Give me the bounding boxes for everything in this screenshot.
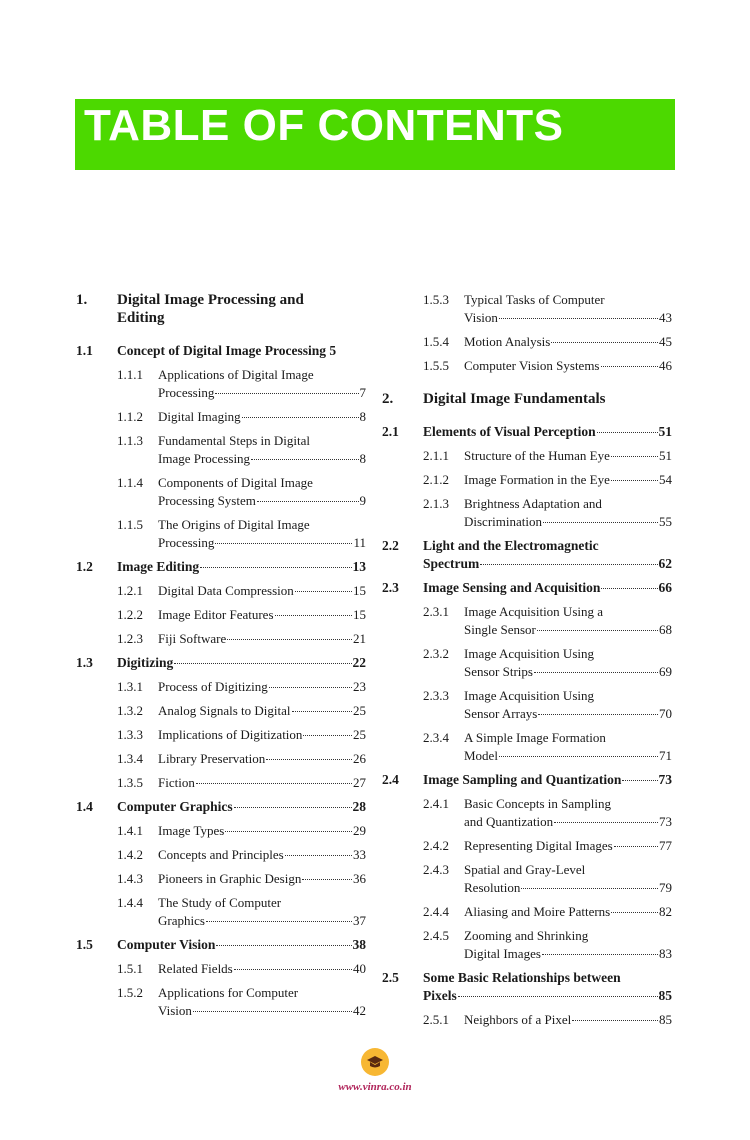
toc-section[interactable] bbox=[76, 798, 366, 816]
dot-leader bbox=[537, 630, 658, 631]
toc-column-left bbox=[76, 291, 366, 1026]
toc-sub[interactable] bbox=[76, 678, 366, 696]
entry-number: 1.1.1 bbox=[117, 367, 143, 382]
page-number: 7 bbox=[359, 385, 366, 400]
entry-number: 1.5.1 bbox=[117, 961, 143, 976]
toc-section[interactable] bbox=[382, 771, 672, 789]
toc-sub[interactable] bbox=[76, 822, 366, 840]
dot-leader bbox=[611, 456, 658, 457]
entry-title: Sensor Strips bbox=[464, 664, 533, 679]
toc-sub[interactable] bbox=[76, 960, 366, 978]
entry-title: Image Processing bbox=[158, 451, 251, 466]
toc-sub[interactable] bbox=[382, 645, 672, 681]
entry-number: 2.1.3 bbox=[423, 496, 449, 511]
entry-title: Digitizing bbox=[117, 655, 174, 670]
entry-title: Digital Image Processing and bbox=[117, 292, 304, 308]
dot-leader bbox=[521, 888, 658, 889]
page-number: 33 bbox=[353, 847, 366, 862]
toc-chapter[interactable] bbox=[382, 390, 672, 408]
dot-leader bbox=[499, 318, 658, 319]
entry-title: Image Editor Features bbox=[158, 607, 274, 622]
entry-title: Image Sensing and Acquisition bbox=[423, 580, 601, 595]
dot-leader bbox=[534, 672, 658, 673]
dot-leader bbox=[215, 393, 358, 394]
entry-number: 2.4.3 bbox=[423, 862, 449, 877]
entry-title: Image Formation in the Eye bbox=[464, 472, 610, 487]
entry-number: 2.4.1 bbox=[423, 796, 449, 811]
entry-title: Processing System bbox=[158, 493, 256, 508]
entry-title: Spatial and Gray-Level bbox=[464, 862, 586, 877]
entry-title: Single Sensor bbox=[464, 622, 536, 637]
toc-sub[interactable] bbox=[382, 861, 672, 897]
dot-leader bbox=[538, 714, 658, 715]
entry-title: Aliasing and Moire Patterns bbox=[464, 904, 611, 919]
entry-title: Image Acquisition Using bbox=[464, 688, 594, 703]
toc-sub[interactable] bbox=[76, 774, 366, 792]
entry-number: 1.2.1 bbox=[117, 583, 143, 598]
entry-number: 2.3.4 bbox=[423, 730, 449, 745]
dot-leader bbox=[499, 756, 658, 757]
entry-number: 1.4.4 bbox=[117, 895, 143, 910]
entry-title: Zooming and Shrinking bbox=[464, 928, 589, 943]
entry-number: 1.1.5 bbox=[117, 517, 143, 532]
entry-title: Computer Graphics bbox=[117, 799, 233, 814]
entry-title: Discrimination bbox=[464, 514, 542, 529]
entry-title: Motion Analysis bbox=[464, 334, 551, 349]
dot-leader bbox=[215, 543, 352, 544]
entry-title: Image Acquisition Using a bbox=[464, 604, 604, 619]
entry-title: Computer Vision Systems bbox=[464, 358, 600, 373]
page-number: 42 bbox=[353, 1003, 366, 1018]
entry-title: Fundamental Steps in Digital bbox=[158, 433, 311, 448]
toc-sub[interactable] bbox=[76, 432, 366, 468]
toc-sub[interactable] bbox=[76, 474, 366, 510]
entry-title: Digital Data Compression bbox=[158, 583, 294, 598]
dot-leader bbox=[554, 822, 658, 823]
dot-leader bbox=[458, 996, 658, 997]
dot-leader bbox=[234, 807, 352, 808]
entry-number: 1.1.3 bbox=[117, 433, 143, 448]
entry-number: 1.3.1 bbox=[117, 679, 143, 694]
toc-section[interactable] bbox=[382, 423, 672, 441]
entry-number: 2.3.2 bbox=[423, 646, 449, 661]
page-number: 45 bbox=[659, 334, 672, 349]
entry-title: Applications for Computer bbox=[158, 985, 299, 1000]
page-number: 62 bbox=[658, 556, 672, 571]
entry-title: Digital Imaging bbox=[158, 409, 241, 424]
entry-title: Concept of Digital Image Processing bbox=[117, 343, 326, 358]
page-number: 29 bbox=[353, 823, 366, 838]
toc-sub[interactable] bbox=[76, 366, 366, 402]
page-number: 71 bbox=[659, 748, 672, 763]
entry-title: Digital Images bbox=[464, 946, 541, 961]
dot-leader bbox=[266, 759, 352, 760]
toc-section[interactable] bbox=[382, 537, 672, 573]
dot-leader bbox=[193, 1011, 352, 1012]
entry-title: Brightness Adaptation and bbox=[464, 496, 602, 511]
page-number: 8 bbox=[359, 409, 366, 424]
page-number: 83 bbox=[659, 946, 672, 961]
page-number: 85 bbox=[658, 988, 672, 1003]
entry-title: Digital Image Fundamentals bbox=[423, 391, 606, 407]
dot-leader bbox=[200, 567, 351, 568]
entry-number: 1.3.5 bbox=[117, 775, 143, 790]
toc-section[interactable] bbox=[76, 342, 366, 360]
entry-number: 1.5 bbox=[76, 937, 93, 952]
entry-title: A Simple Image Formation bbox=[464, 730, 606, 745]
entry-number: 1. bbox=[76, 292, 88, 308]
entry-title: Representing Digital Images bbox=[464, 838, 613, 853]
entry-number: 2.1.2 bbox=[423, 472, 449, 487]
entry-title: Components of Digital Image bbox=[158, 475, 313, 490]
entry-title: Analog Signals to Digital bbox=[158, 703, 291, 718]
entry-title: Applications of Digital Image bbox=[158, 367, 314, 382]
entry-number: 2.3 bbox=[382, 580, 399, 595]
dot-leader bbox=[275, 615, 352, 616]
entry-title: Structure of the Human Eye bbox=[464, 448, 610, 463]
page-number: 70 bbox=[659, 706, 672, 721]
dot-leader bbox=[542, 954, 658, 955]
entry-number: 2.1.1 bbox=[423, 448, 449, 463]
toc-sub[interactable] bbox=[76, 606, 366, 624]
page-number: 27 bbox=[353, 775, 366, 790]
entry-number: 1.1.4 bbox=[117, 475, 143, 490]
dot-leader bbox=[225, 831, 352, 832]
entry-title: Elements of Visual Perception bbox=[423, 424, 596, 439]
dot-leader bbox=[543, 522, 658, 523]
dot-leader bbox=[601, 588, 657, 589]
page-number: 69 bbox=[659, 664, 672, 679]
dot-leader bbox=[257, 501, 359, 502]
page-number: 51 bbox=[658, 424, 672, 439]
footer-url[interactable]: www.vinra.co.in bbox=[338, 1081, 412, 1093]
toc-sub[interactable] bbox=[76, 870, 366, 888]
toc-sub[interactable] bbox=[382, 927, 672, 963]
entry-number: 1.5.2 bbox=[117, 985, 143, 1000]
entry-title: Model bbox=[464, 748, 498, 763]
toc-sub[interactable] bbox=[76, 726, 366, 744]
toc-section[interactable] bbox=[382, 969, 672, 1005]
entry-number: 2. bbox=[382, 391, 394, 407]
entry-number: 1.5.5 bbox=[423, 358, 449, 373]
toc-sub[interactable] bbox=[382, 795, 672, 831]
dot-leader bbox=[614, 846, 658, 847]
entry-number: 1.3.4 bbox=[117, 751, 143, 766]
toc-sub[interactable] bbox=[76, 984, 366, 1020]
entry-title: Graphics bbox=[158, 913, 205, 928]
entry-title: Fiji Software bbox=[158, 631, 227, 646]
page-number: 21 bbox=[353, 631, 366, 646]
toc-sub[interactable] bbox=[382, 471, 672, 489]
page-number: 22 bbox=[352, 655, 366, 670]
dot-leader bbox=[601, 366, 659, 367]
page-number: 54 bbox=[659, 472, 672, 487]
dot-leader bbox=[251, 459, 358, 460]
page-number: 15 bbox=[353, 583, 366, 598]
toc-column-right bbox=[382, 291, 672, 1035]
dot-leader bbox=[480, 564, 657, 565]
dot-leader bbox=[285, 855, 352, 856]
entry-title: Neighbors of a Pixel bbox=[464, 1012, 572, 1027]
toc-sub[interactable] bbox=[382, 729, 672, 765]
entry-number: 2.5 bbox=[382, 970, 399, 985]
entry-title: Editing bbox=[117, 310, 165, 326]
page-number: 82 bbox=[659, 904, 672, 919]
dot-leader bbox=[551, 342, 658, 343]
page-number: 68 bbox=[659, 622, 672, 637]
dot-leader bbox=[196, 783, 352, 784]
page-number: 73 bbox=[658, 772, 672, 787]
page-number: 55 bbox=[659, 514, 672, 529]
page-number: 46 bbox=[659, 358, 672, 373]
dot-leader bbox=[303, 735, 352, 736]
entry-title: Computer Vision bbox=[117, 937, 216, 952]
entry-number: 2.3.1 bbox=[423, 604, 449, 619]
entry-title: Light and the Electromagnetic bbox=[423, 538, 599, 553]
toc-sub[interactable] bbox=[382, 903, 672, 921]
entry-title: Image Acquisition Using bbox=[464, 646, 594, 661]
dot-leader bbox=[227, 639, 352, 640]
entry-number: 2.5.1 bbox=[423, 1012, 449, 1027]
entry-number: 1.4 bbox=[76, 799, 93, 814]
page-number: 37 bbox=[353, 913, 366, 928]
toc-sub[interactable] bbox=[76, 408, 366, 426]
entry-number: 1.4.3 bbox=[117, 871, 143, 886]
entry-number: 1.2.2 bbox=[117, 607, 143, 622]
entry-title: Processing bbox=[158, 535, 215, 550]
entry-number: 2.4.4 bbox=[423, 904, 449, 919]
toc-chapter[interactable] bbox=[76, 291, 366, 327]
dot-leader bbox=[302, 879, 352, 880]
entry-title: Resolution bbox=[464, 880, 521, 895]
dot-leader bbox=[622, 780, 657, 781]
entry-title: The Study of Computer bbox=[158, 895, 282, 910]
dot-leader bbox=[242, 417, 359, 418]
entry-title: Spectrum bbox=[423, 556, 480, 571]
dot-leader bbox=[611, 912, 658, 913]
page-number: 28 bbox=[352, 799, 366, 814]
entry-number: 1.2.3 bbox=[117, 631, 143, 646]
toc-sub[interactable] bbox=[382, 291, 672, 327]
page-title: TABLE OF CONTENTS bbox=[84, 101, 564, 150]
toc-sub[interactable] bbox=[382, 687, 672, 723]
page-number: 13 bbox=[352, 559, 366, 574]
dot-leader bbox=[269, 687, 352, 688]
page-number: 79 bbox=[659, 880, 672, 895]
entry-number: 1.4.1 bbox=[117, 823, 143, 838]
toc-sub[interactable] bbox=[76, 846, 366, 864]
dot-leader bbox=[206, 921, 352, 922]
entry-title: Process of Digitizing bbox=[158, 679, 268, 694]
entry-number: 1.2 bbox=[76, 559, 93, 574]
entry-title: Vision bbox=[464, 310, 498, 325]
entry-title: Pixels bbox=[423, 988, 457, 1003]
entry-title: Basic Concepts in Sampling bbox=[464, 796, 611, 811]
dot-leader bbox=[174, 663, 351, 664]
entry-title: Vision bbox=[158, 1003, 192, 1018]
entry-number: 1.1.2 bbox=[117, 409, 143, 424]
dot-leader bbox=[295, 591, 352, 592]
dot-leader bbox=[216, 945, 351, 946]
entry-number: 2.2 bbox=[382, 538, 399, 553]
toc-sub[interactable] bbox=[382, 495, 672, 531]
entry-title: Pioneers in Graphic Design bbox=[158, 871, 302, 886]
entry-title: Typical Tasks of Computer bbox=[464, 292, 605, 307]
page-number: 9 bbox=[359, 493, 366, 508]
dot-leader bbox=[611, 480, 658, 481]
entry-number: 1.3 bbox=[76, 655, 93, 670]
entry-title: Image Editing bbox=[117, 559, 200, 574]
dot-leader bbox=[572, 1020, 658, 1021]
toc-sub[interactable] bbox=[76, 582, 366, 600]
page-number: 5 bbox=[329, 343, 337, 358]
page-number: 38 bbox=[352, 937, 366, 952]
toc-sub[interactable] bbox=[76, 894, 366, 930]
toc-sub[interactable] bbox=[382, 333, 672, 351]
page-number: 25 bbox=[353, 703, 366, 718]
dot-leader bbox=[234, 969, 352, 970]
entry-title: Some Basic Relationships between bbox=[423, 970, 621, 985]
entry-number: 2.1 bbox=[382, 424, 399, 439]
entry-title: Fiction bbox=[158, 775, 195, 790]
entry-number: 2.4 bbox=[382, 772, 399, 787]
entry-title: Concepts and Principles bbox=[158, 847, 284, 862]
entry-number: 1.1 bbox=[76, 343, 93, 358]
toc-sub[interactable] bbox=[382, 447, 672, 465]
entry-number: 1.5.3 bbox=[423, 292, 449, 307]
toc-sub[interactable] bbox=[382, 357, 672, 375]
entry-number: 1.4.2 bbox=[117, 847, 143, 862]
page-number: 25 bbox=[353, 727, 366, 742]
entry-title: and Quantization bbox=[464, 814, 554, 829]
page-number: 11 bbox=[353, 535, 366, 550]
toc-section[interactable] bbox=[382, 579, 672, 597]
toc-sub[interactable] bbox=[76, 630, 366, 648]
page-number: 77 bbox=[659, 838, 672, 853]
entry-number: 2.4.2 bbox=[423, 838, 449, 853]
toc-section[interactable] bbox=[76, 936, 366, 954]
entry-title: Library Preservation bbox=[158, 751, 266, 766]
page-number: 26 bbox=[353, 751, 366, 766]
page-number: 51 bbox=[659, 448, 672, 463]
page-number: 66 bbox=[658, 580, 672, 595]
toc-sub[interactable] bbox=[382, 1011, 672, 1029]
page-number: 15 bbox=[353, 607, 366, 622]
entry-title: Processing bbox=[158, 385, 215, 400]
entry-title: Related Fields bbox=[158, 961, 233, 976]
page-number: 73 bbox=[659, 814, 672, 829]
toc-sub[interactable] bbox=[76, 516, 366, 552]
entry-number: 1.5.4 bbox=[423, 334, 449, 349]
page-number: 43 bbox=[659, 310, 672, 325]
entry-number: 2.4.5 bbox=[423, 928, 449, 943]
dot-leader bbox=[597, 432, 658, 433]
page-number: 23 bbox=[353, 679, 366, 694]
dot-leader bbox=[292, 711, 352, 712]
page-number: 36 bbox=[353, 871, 366, 886]
entry-title: Sensor Arrays bbox=[464, 706, 538, 721]
toc-section[interactable] bbox=[76, 654, 366, 672]
entry-number: 2.3.3 bbox=[423, 688, 449, 703]
title-banner bbox=[75, 99, 675, 170]
toc-sub[interactable] bbox=[382, 837, 672, 855]
toc-section[interactable] bbox=[76, 558, 366, 576]
entry-title: Image Types bbox=[158, 823, 225, 838]
page-number: 40 bbox=[353, 961, 366, 976]
toc-sub[interactable] bbox=[76, 750, 366, 768]
page-number: 85 bbox=[659, 1012, 672, 1027]
toc-sub[interactable] bbox=[76, 702, 366, 720]
entry-title: Implications of Digitization bbox=[158, 727, 303, 742]
entry-number: 1.3.3 bbox=[117, 727, 143, 742]
page-number: 8 bbox=[359, 451, 366, 466]
entry-title: The Origins of Digital Image bbox=[158, 517, 310, 532]
graduation-cap-icon bbox=[361, 1048, 389, 1076]
entry-title: Image Sampling and Quantization bbox=[423, 772, 622, 787]
toc-sub[interactable] bbox=[382, 603, 672, 639]
entry-number: 1.3.2 bbox=[117, 703, 143, 718]
